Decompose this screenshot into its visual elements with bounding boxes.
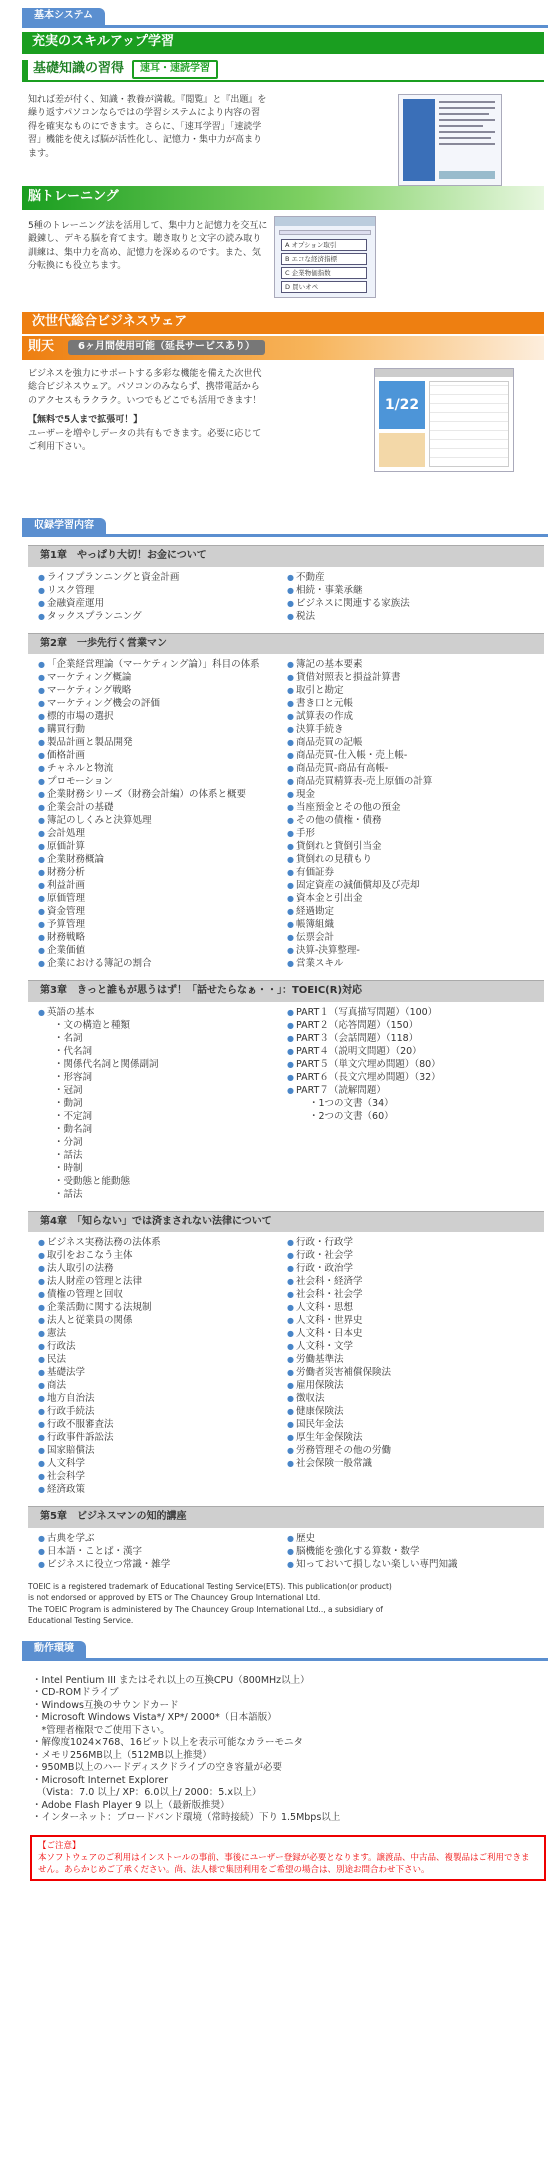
list-item: ● 価格計画: [38, 749, 287, 762]
list-item: ● 利益計画: [38, 879, 287, 892]
list-item: ● 取引と勘定: [287, 684, 536, 697]
list-item: ● 行政不服審査法: [38, 1418, 287, 1431]
list-item: ● PART１（写真描写問題）（100）: [287, 1006, 536, 1019]
list-item: ● 貸倒れの見積もり: [287, 853, 536, 866]
list-item: ● 英語の基本: [38, 1006, 287, 1019]
free-users-text: ユーザーを増やしデータの共有もできます。必要に応じてご利用下さい。: [28, 428, 262, 452]
list-item: ● 行政・行政学: [287, 1236, 536, 1249]
basic-knowledge-heading: 基礎知識の習得 速耳・速読学習: [22, 60, 544, 82]
list-item: ● 基礎法学: [38, 1366, 287, 1379]
chapter-4-left: [38, 1236, 287, 1496]
requirement-item: ・インターネット：ブロードバンド環境（常時接続）下り 1.5Mbps以上: [32, 1812, 341, 1823]
caution-box: [30, 1835, 546, 1882]
list-item: ● 現金: [287, 788, 536, 801]
requirement-item: ・Adobe Flash Player 9 以上（最新版推奨）: [32, 1799, 230, 1811]
requirement-item: ・Intel Pentium III またはそれ以上の互換CPU（800MHz以上）: [32, 1674, 310, 1686]
list-item: ● 資本金と引出金: [287, 892, 536, 905]
list-item: ● 労務管理その他の労働: [287, 1444, 536, 1457]
list-item: ● 伝票会計: [287, 931, 536, 944]
requirement-item: ・Windows互換のサウンドカード: [32, 1699, 179, 1711]
list-item: ・分詞: [54, 1136, 83, 1148]
list-item: ・動詞: [54, 1097, 83, 1109]
list-item: ・時制: [54, 1162, 83, 1174]
list-item: ● 金融資産運用: [38, 597, 287, 610]
brain-screenshot: [274, 216, 376, 298]
list-item: ● 経過勘定: [287, 905, 536, 918]
free-users-note: 【無料で5人まで拡張可！】: [28, 415, 143, 425]
chapter-2-title: 第2章 一歩先行く営業マン: [28, 633, 544, 655]
list-item: ● 固定資産の減価償却及び売却: [287, 879, 536, 892]
list-item: ● 雇用保険法: [287, 1379, 536, 1392]
brain-training-section: [28, 218, 544, 308]
list-item: ● 徴収法: [287, 1392, 536, 1405]
list-item: ● PART２（応答問題）（150）: [287, 1019, 536, 1032]
list-item: ● 企業価値: [38, 944, 287, 957]
list-item: ● 民法: [38, 1353, 287, 1366]
brain-training-text: 5種のトレーニング法を活用して、集中力と記憶力を交互に鍛錬し、デキる脳を育てます。聴き取りと文字の読み取り訓練は、集中力を高め、記憶力を深めるのです。また、気分転換にも役立ちます。: [28, 220, 268, 271]
chapter-5-title: 第5章 ビジネスマンの知的講座: [28, 1506, 544, 1528]
list-item: ● 法人取引の法務: [38, 1262, 287, 1275]
list-item: ● 行政・社会学: [287, 1249, 536, 1262]
list-item: ● 歴史: [287, 1532, 536, 1545]
list-item: ● プロモーション: [38, 775, 287, 788]
requirement-item: ・メモリ256MB以上（512MB以上推奨）: [32, 1749, 212, 1761]
list-item: ● 貸借対照表と損益計算書: [287, 671, 536, 684]
list-item: ● タックスプランニング: [38, 610, 287, 623]
sokuten-heading: 則天 6ヶ月間使用可能（延長サービスあり）: [22, 336, 544, 360]
sokuten-section: [28, 368, 544, 472]
list-item: ● 社会科・社会学: [287, 1288, 536, 1301]
list-item: ● 原価管理: [38, 892, 287, 905]
brain-option-1: A オプション取引: [281, 239, 367, 251]
list-item: ● ビジネスに関連する家族法: [287, 597, 536, 610]
list-item: ● 書き口と元帳: [287, 697, 536, 710]
list-item: ● 不動産: [287, 571, 536, 584]
list-item: ● 決算-決算整理-: [287, 944, 536, 957]
contents-tab: 収録学習内容: [22, 518, 558, 535]
chapter-1-title: 第1章 やっぱり大切！お金について: [28, 545, 544, 567]
list-item: ● 人文科・日本史: [287, 1327, 536, 1340]
list-item: ● ライフプランニングと資金計画: [38, 571, 287, 584]
list-item: ・名詞: [54, 1032, 83, 1044]
list-item: ● 知っておいて損しない楽しい専門知識: [287, 1558, 536, 1571]
chapter-3-title: 第3章 きっと誰もが思うはず！「話せたらなぁ・・」：TOEIC(R)対応: [28, 980, 544, 1002]
list-item: ● 予算管理: [38, 918, 287, 931]
list-item: ● 財務分析: [38, 866, 287, 879]
chapter-5-left: [38, 1532, 287, 1571]
requirement-item: ・CD-ROMドライブ: [32, 1687, 119, 1698]
chapter-4-right: [287, 1236, 536, 1496]
list-item: ・不定詞: [54, 1110, 93, 1122]
chapter-2-left: [38, 658, 287, 970]
chapter-5: [28, 1506, 544, 1577]
requirement-item: ・解像度1024×768、16ビット以上を表示可能なカラーモニタ: [32, 1737, 303, 1748]
list-item: ● 有価証券: [287, 866, 536, 879]
chapter-1-left: [38, 571, 287, 623]
brain-option-2: B エコな経済指標: [281, 253, 367, 265]
list-item: ・冠詞: [54, 1084, 83, 1096]
list-item: ・代名詞: [54, 1045, 93, 1057]
chapter-3-right: [287, 1006, 536, 1201]
speed-learning-badge: 速耳・速読学習: [132, 60, 218, 79]
list-item: ● 取引をおこなう主体: [38, 1249, 287, 1262]
list-item: ・話法: [54, 1188, 83, 1200]
list-item: ● 簿記のしくみと決算処理: [38, 814, 287, 827]
list-item: ● 資金管理: [38, 905, 287, 918]
list-item: ・1つの文書（34）: [309, 1097, 394, 1109]
list-item: ● その他の債権・債務: [287, 814, 536, 827]
list-item: ・2つの文書（60）: [309, 1110, 394, 1122]
list-item: ● 商品売買-商品有高帳-: [287, 762, 536, 775]
list-item: ● 社会科学: [38, 1470, 287, 1483]
list-item: ● 古典を学ぶ: [38, 1532, 287, 1545]
list-item: ● 企業財務シリーズ（財務会計編）の体系と概要: [38, 788, 287, 801]
list-item: ・動名詞: [54, 1123, 93, 1135]
list-item: ● 標的市場の選択: [38, 710, 287, 723]
list-item: ● 決算手続き: [287, 723, 536, 736]
list-item: ・関係代名詞と関係副詞: [54, 1058, 159, 1070]
list-item: ・文の構造と種類: [54, 1019, 131, 1031]
caution-text: 本ソフトウェアのご利用はインストールの事前、事後にユーザー登録が必要となります。譲渡品、中古品、複製品はご利用できません。あらかじめご了承ください。尚、法人様で集団利用をご希望の場合は、別途お問合わせ下さい。: [38, 1852, 530, 1876]
list-item: ● 行政法: [38, 1340, 287, 1353]
list-item: ● 厚生年金保険法: [287, 1431, 536, 1444]
list-item: ● マーケティング機会の評価: [38, 697, 287, 710]
basic-knowledge-section: [28, 90, 544, 178]
list-item: ● 国民年金法: [287, 1418, 536, 1431]
list-item: ● 国家賠償法: [38, 1444, 287, 1457]
requirement-item: ・Microsoft Internet Explorer: [32, 1774, 169, 1786]
list-item: ● 債権の管理と回収: [38, 1288, 287, 1301]
list-item: ● 手形: [287, 827, 536, 840]
list-item: ● 試算表の作成: [287, 710, 536, 723]
list-item: ● 法人と従業員の関係: [38, 1314, 287, 1327]
list-item: ● 社会科・経済学: [287, 1275, 536, 1288]
sokuten-screenshot: [374, 368, 514, 472]
skillup-banner: 充実のスキルアップ学習: [22, 32, 544, 54]
requirements-list: [32, 1675, 558, 1825]
list-item: ● 「企業経営理論（マーケティング論）」科目の体系: [38, 658, 287, 671]
business-ware-banner: 次世代総合ビジネスウェア: [22, 312, 544, 334]
brain-training-heading: 脳トレーニング: [22, 186, 544, 210]
list-item: ● PART６（長文穴埋め問題）（32）: [287, 1071, 536, 1084]
list-item: ● 商品売買の記帳: [287, 736, 536, 749]
list-item: ● 財務戦略: [38, 931, 287, 944]
list-item: ● PART５（単文穴埋め問題）（80）: [287, 1058, 536, 1071]
list-item: ● 人文科学: [38, 1457, 287, 1470]
list-item: ・形容詞: [54, 1071, 93, 1083]
calendar-widget: 1/22: [379, 381, 425, 429]
sokuten-badge: 6ヶ月間使用可能（延長サービスあり）: [68, 340, 265, 355]
list-item: ● 企業活動に関する法規制: [38, 1301, 287, 1314]
list-item: ● チャネルと物流: [38, 762, 287, 775]
chapter-2: [28, 633, 544, 977]
chapter-4-title: 第4章 「知らない」では済まされない法律について: [28, 1211, 544, 1233]
list-item: ● 人文科・世界史: [287, 1314, 536, 1327]
chapter-2-right: [287, 658, 536, 970]
brain-option-3: C 企業物価指数: [281, 267, 367, 279]
list-item: ● 当座預金とその他の預金: [287, 801, 536, 814]
list-item: ● 原価計算: [38, 840, 287, 853]
chapter-1: [28, 545, 544, 629]
list-item: ● 相続・事業承継: [287, 584, 536, 597]
list-item: ・話法: [54, 1149, 83, 1161]
list-item: ● 商品売買精算表-売上原価の計算: [287, 775, 536, 788]
list-item: ● PART７（読解問題）: [287, 1084, 536, 1097]
list-item: ● 日本語・ことば・漢字: [38, 1545, 287, 1558]
list-item: ● ビジネス実務法務の法体系: [38, 1236, 287, 1249]
list-item: ● リスク管理: [38, 584, 287, 597]
list-item: ● 労働者災害補償保険法: [287, 1366, 536, 1379]
chapter-3-left: [38, 1006, 287, 1201]
list-item: ● 営業スキル: [287, 957, 536, 970]
list-item: ● 行政手続法: [38, 1405, 287, 1418]
list-item: ● 行政事件訴訟法: [38, 1431, 287, 1444]
basic-knowledge-text: 知れば差が付く、知識・教養が満載。『閲覧』と『出題』を繰り返すパソコンならではの学習システムにより内容の習得を確実なものにできます。さらに、「速耳学習」「速読学習」機能を使えば脳が活性化し、記憶力・集中力が高まります。: [28, 94, 267, 159]
list-item: ● 製品計画と製品開発: [38, 736, 287, 749]
list-item: ● PART４（説明文問題）（20）: [287, 1045, 536, 1058]
list-item: ● 貸倒れと貸倒引当金: [287, 840, 536, 853]
requirements-tab: 動作環境: [22, 1641, 558, 1658]
requirement-item: ・Microsoft Windows Vista*/ XP*/ 2000*（日本語版）: [32, 1712, 277, 1723]
list-item: ● 労働基準法: [287, 1353, 536, 1366]
list-item: ● 経済政策: [38, 1483, 287, 1496]
list-item: ● 会計処理: [38, 827, 287, 840]
toeic-trademark-notice: TOEIC is a registered trademark of Educational Testing Service(ETS). This publication(or product) is not endorsed or approved by ETS or The Chauncey Group International Ltd. The TOEIC Program is administered by The Chauncey Group International Ltd.., a subsidiary of Educational Testing Service.: [28, 1581, 392, 1626]
chapter-3: [28, 980, 544, 1207]
requirement-item: （Vista：7.0 以上/ XP：6.0以上/ 2000：5.x以上）: [32, 1787, 262, 1798]
list-item: ● 購買行動: [38, 723, 287, 736]
requirement-item: *管理者権限でご使用下さい。: [32, 1724, 170, 1736]
list-item: ● 企業会計の基礎: [38, 801, 287, 814]
basic-system-tab: 基本システム: [0, 8, 558, 25]
list-item: ● PART３（会話問題）（118）: [287, 1032, 536, 1045]
requirement-item: ・950MB以上のハードディスクドライブの空き容量が必要: [32, 1762, 283, 1773]
list-item: ● 人文科・文学: [287, 1340, 536, 1353]
list-item: ● 商品売買-仕入帳・売上帳-: [287, 749, 536, 762]
study-screenshot: [398, 94, 502, 186]
list-item: ● 帳簿組織: [287, 918, 536, 931]
list-item: ● マーケティング戦略: [38, 684, 287, 697]
list-item: ● 健康保険法: [287, 1405, 536, 1418]
list-item: ● 脳機能を強化する算数・数学: [287, 1545, 536, 1558]
chapter-4: [28, 1211, 544, 1503]
list-item: ● 地方自治法: [38, 1392, 287, 1405]
list-item: ● ビジネスに役立つ常識・雑学: [38, 1558, 287, 1571]
list-item: ● 行政・政治学: [287, 1262, 536, 1275]
chapter-5-right: [287, 1532, 536, 1571]
list-item: ● 商法: [38, 1379, 287, 1392]
brain-option-4: D 買いオペ: [281, 281, 367, 293]
list-item: ● 法人財産の管理と法律: [38, 1275, 287, 1288]
list-item: ● 憲法: [38, 1327, 287, 1340]
list-item: ● マーケティング概論: [38, 671, 287, 684]
list-item: ● 人文科・思想: [287, 1301, 536, 1314]
list-item: ・受動態と能動態: [54, 1175, 131, 1187]
list-item: ● 簿記の基本要素: [287, 658, 536, 671]
list-item: ● 税法: [287, 610, 536, 623]
list-item: ● 企業における簿記の割合: [38, 957, 287, 970]
list-item: ● 社会保険一般常識: [287, 1457, 536, 1470]
sokuten-text: ビジネスを強力にサポートする多彩な機能を備えた次世代総合ビジネスウェア。パソコンのみならず、携帯電話からのアクセスもラクラク。いつでもどこでも活用できます！: [28, 368, 262, 406]
chapter-1-right: [287, 571, 536, 623]
list-item: ● 企業財務概論: [38, 853, 287, 866]
caution-title: 【ご注意】: [38, 1840, 81, 1851]
